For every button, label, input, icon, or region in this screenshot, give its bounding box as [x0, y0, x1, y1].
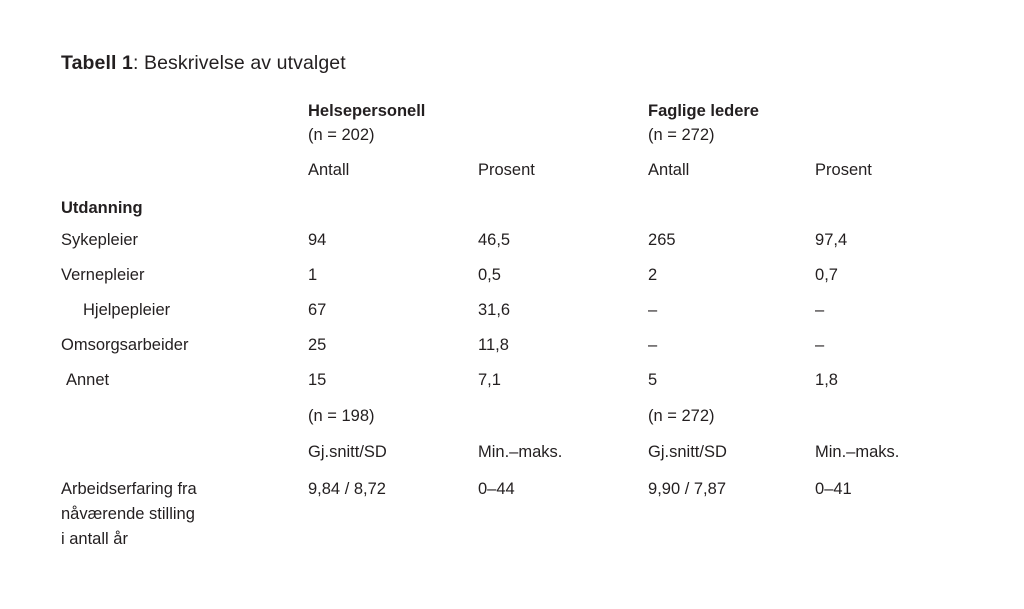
table-container: [61, 50, 963, 568]
row-antall-2: 5: [648, 371, 658, 389]
row-prosent-2: –: [815, 336, 825, 354]
n-row-spacer-2: [815, 398, 963, 434]
row-prosent-2-cell: [815, 363, 963, 398]
group-header-faglige-ledere-title: Faglige ledere: [648, 102, 759, 120]
section-spacer-1: [308, 188, 478, 223]
subheader2-minmaks-1-text: Min.–maks.: [478, 443, 563, 461]
table-row: [61, 223, 963, 258]
n-row-spacer-1: [478, 398, 648, 434]
row-prosent-2-cell: [815, 328, 963, 363]
row-label: Vernepleier: [61, 266, 145, 284]
group-header-helsepersonell: [308, 90, 648, 152]
n-row-blank-text: [61, 398, 308, 411]
experience-gjsnitt-2: 9,90 / 7,87: [648, 480, 726, 498]
experience-gjsnitt-1: 9,84 / 8,72: [308, 480, 386, 498]
experience-minmaks-1-cell: [478, 470, 648, 568]
row-antall-1-cell: [308, 363, 478, 398]
subheader2-gjsnitt-1-text: Gj.snitt/SD: [308, 443, 387, 461]
row-antall-2-cell: [648, 363, 815, 398]
row-antall-1: 1: [308, 266, 318, 284]
row-prosent-1-cell: [478, 293, 648, 328]
row-prosent-1-cell: [478, 223, 648, 258]
subheader1-prosent-2: [815, 152, 963, 188]
subheader2-gjsnitt-2: [648, 434, 815, 470]
n-row-group-1-cell: [308, 398, 478, 434]
row-antall-2-cell: [648, 258, 815, 293]
n-row-group-2: (n = 272): [648, 407, 715, 425]
subheader2-minmaks-1: [478, 434, 648, 470]
subheader1-blank-cell: [61, 152, 308, 188]
experience-minmaks-2-cell: [815, 470, 963, 568]
subheader1-prosent-1-text: Prosent: [478, 161, 535, 179]
row-label: Hjelpepleier: [83, 301, 171, 319]
row-antall-2: 265: [648, 231, 676, 249]
row-label-cell: [61, 223, 308, 258]
subheader1-antall-2: [648, 152, 815, 188]
row-antall-2-cell: [648, 223, 815, 258]
group-header-blank-cell: [61, 90, 308, 152]
row-prosent-1-cell: [478, 328, 648, 363]
row-antall-2: –: [648, 336, 658, 354]
group-header-faglige-ledere-n: (n = 272): [648, 126, 715, 144]
n-row-spacer-2-text: [815, 398, 963, 411]
n-row-group-1: (n = 198): [308, 407, 375, 425]
section-label-utdanning: Utdanning: [61, 199, 143, 217]
table-group-header-row: [61, 90, 963, 152]
row-prosent-1-cell: [478, 258, 648, 293]
row-label-cell: [61, 363, 308, 398]
caption-label: Tabell 1: [61, 52, 133, 74]
row-prosent-1: 7,1: [478, 371, 501, 389]
section-spacer-4: [815, 188, 963, 223]
row-label: Annet: [66, 371, 110, 389]
subheader2-minmaks-2: [815, 434, 963, 470]
row-label-cell: [61, 293, 308, 328]
group-header-helsepersonell-title: Helsepersonell: [308, 102, 426, 120]
subheader2-blank-text: [61, 434, 308, 447]
row-prosent-1: 11,8: [478, 336, 509, 354]
table-n-row: [61, 398, 963, 434]
experience-label-line-1: Arbeidserfaring fra: [61, 480, 197, 498]
subheader2-minmaks-2-text: Min.–maks.: [815, 443, 900, 461]
experience-label-cell: [61, 470, 308, 568]
row-antall-2: 2: [648, 266, 658, 284]
subheader1-blank-text: [61, 152, 308, 165]
row-label-cell: [61, 328, 308, 363]
subheader1-prosent-2-text: Prosent: [815, 161, 872, 179]
section-spacer-3: [648, 188, 815, 223]
row-antall-1: 67: [308, 301, 327, 319]
subheader2-gjsnitt-1: [308, 434, 478, 470]
table-subheader-row-counts: [61, 152, 963, 188]
caption-text: : Beskrivelse av utvalget: [132, 52, 346, 74]
subheader1-antall-1-text: Antall: [308, 161, 350, 179]
subheader1-antall-1: [308, 152, 478, 188]
row-prosent-1: 31,6: [478, 301, 511, 319]
row-antall-2: –: [648, 301, 658, 319]
row-label: Omsorgsarbeider: [61, 336, 189, 354]
experience-gjsnitt-2-cell: [648, 470, 815, 568]
table-row: [61, 328, 963, 363]
row-prosent-2-cell: [815, 258, 963, 293]
subheader2-blank-cell: [61, 434, 308, 470]
n-row-spacer-1-text: [478, 398, 648, 411]
row-antall-1-cell: [308, 293, 478, 328]
row-antall-1: 15: [308, 371, 327, 389]
table-row: [61, 258, 963, 293]
table-row: [61, 293, 963, 328]
n-row-group-2-cell: [648, 398, 815, 434]
subheader2-gjsnitt-2-text: Gj.snitt/SD: [648, 443, 727, 461]
row-antall-1-cell: [308, 328, 478, 363]
table-subheader-row-stats: [61, 434, 963, 470]
table-section-row-utdanning: [61, 188, 963, 223]
sample-description-table: [61, 90, 963, 568]
row-antall-1: 94: [308, 231, 327, 249]
row-antall-2-cell: [648, 328, 815, 363]
table-caption: [61, 50, 963, 76]
group-header-blank-text: [61, 90, 308, 104]
table-row-experience: [61, 470, 963, 568]
row-prosent-2: 0,7: [815, 266, 838, 284]
row-prosent-2-cell: [815, 223, 963, 258]
row-prosent-1: 46,5: [478, 231, 511, 249]
experience-minmaks-1: 0–44: [478, 480, 515, 498]
row-prosent-2: –: [815, 301, 825, 319]
n-row-blank-cell: [61, 398, 308, 434]
row-antall-1-cell: [308, 223, 478, 258]
row-prosent-1: 0,5: [478, 266, 501, 284]
table-row: [61, 363, 963, 398]
section-label-cell: [61, 188, 308, 223]
group-header-faglige-ledere: [648, 90, 963, 152]
experience-label-line-3: i antall år: [61, 530, 128, 548]
subheader1-antall-2-text: Antall: [648, 161, 690, 179]
section-spacer-2: [478, 188, 648, 223]
subheader1-prosent-1: [478, 152, 648, 188]
row-antall-1: 25: [308, 336, 327, 354]
group-header-helsepersonell-n: (n = 202): [308, 126, 375, 144]
row-prosent-2: 97,4: [815, 231, 848, 249]
row-antall-2-cell: [648, 293, 815, 328]
row-prosent-1-cell: [478, 363, 648, 398]
row-label: Sykepleier: [61, 231, 139, 249]
row-label-cell: [61, 258, 308, 293]
row-prosent-2-cell: [815, 293, 963, 328]
experience-minmaks-2: 0–41: [815, 480, 852, 498]
experience-gjsnitt-1-cell: [308, 470, 478, 568]
experience-label-line-2: nåværende stilling: [61, 505, 195, 523]
row-antall-1-cell: [308, 258, 478, 293]
row-prosent-2: 1,8: [815, 371, 838, 389]
